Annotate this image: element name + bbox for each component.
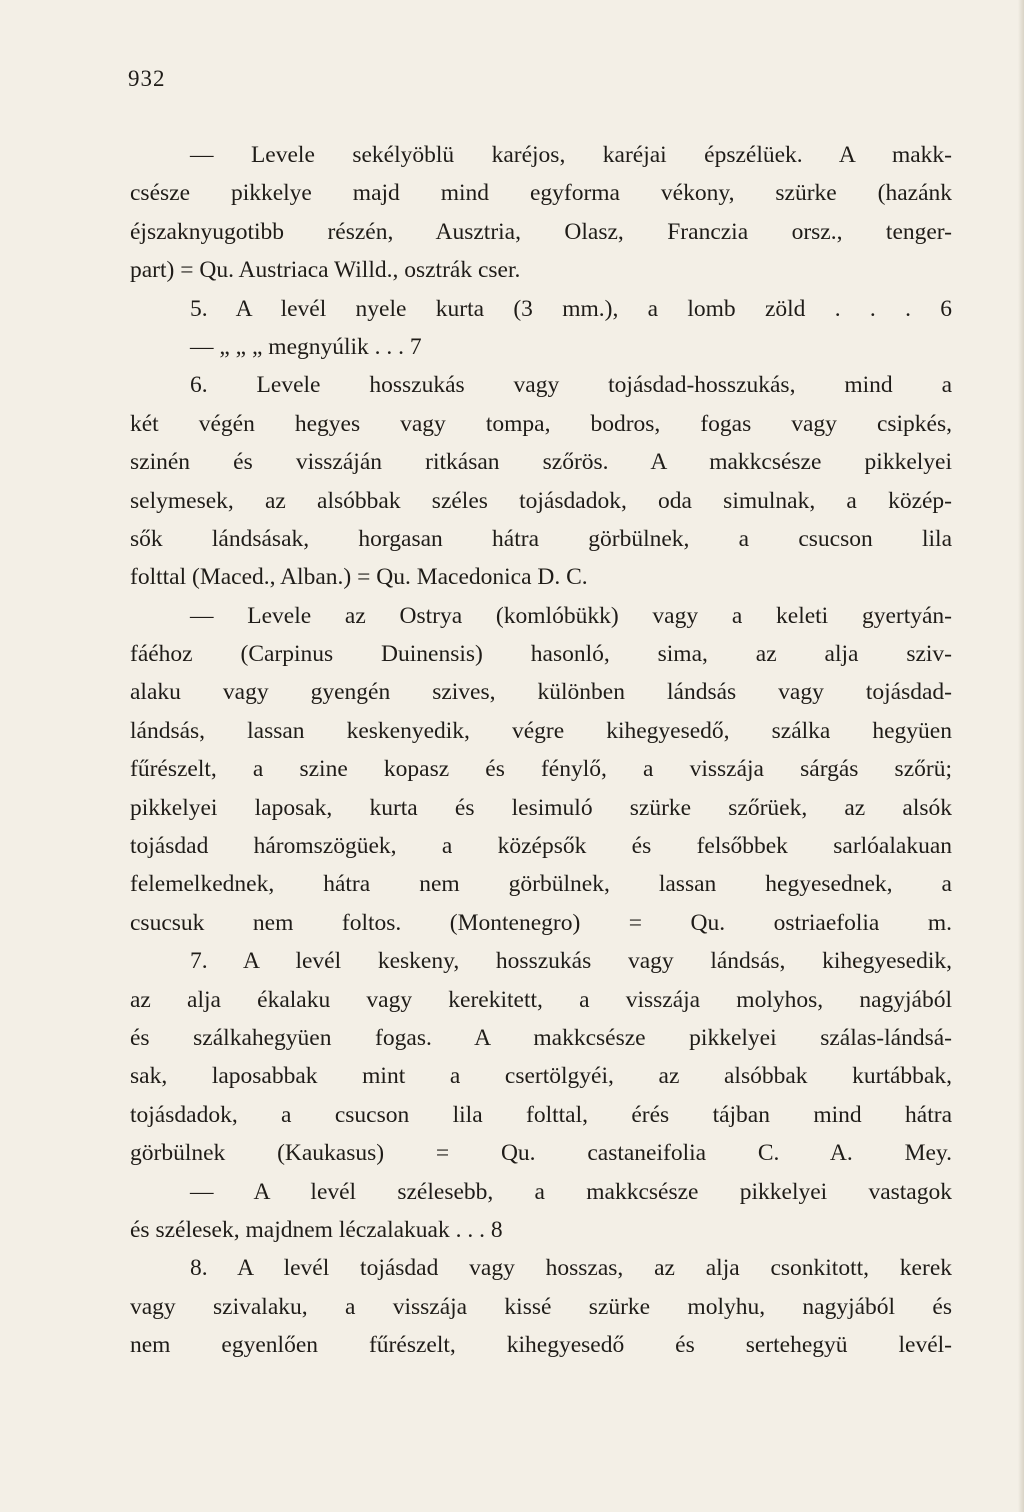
page-edge-shadow: [1018, 0, 1024, 1512]
text-line: nem egyenlően fűrészelt, kihegyesedő és sertehegyü levél-: [130, 1332, 952, 1359]
text-line: sak, laposabbak mint a csertölgyéi, az alsóbbak kurtábbak,: [130, 1063, 952, 1090]
text-line: csésze pikkelye majd mind egyforma vékony, szürke (hazánk: [130, 180, 952, 207]
text-line: szinén és visszáján ritkásan szőrös. A makkcsésze pikkelyei: [130, 449, 952, 476]
text-line: part) = Qu. Austriaca Willd., osztrák cser.: [130, 257, 521, 284]
text-line: 5. A levél nyele kurta (3 mm.), a lomb zöld . . . 6: [190, 295, 952, 322]
text-line: vagy szivalaku, a visszája kissé szürke molyhu, nagyjából és: [130, 1293, 952, 1320]
text-line: két végén hegyes vagy tompa, bodros, fogas vagy csipkés,: [130, 410, 952, 437]
text-line: csucsuk nem foltos. (Montenegro) = Qu. ostriaefolia m.: [130, 909, 952, 936]
text-line: fáéhoz (Carpinus Duinensis) hasonló, sima, az alja sziv-: [130, 641, 952, 668]
text-line: — Levele sekélyöblü karéjos, karéjai épszélüek. A makk-: [190, 142, 952, 168]
text-line: éjszaknyugotibb részén, Ausztria, Olasz, Franczia orsz., tenger-: [130, 218, 952, 245]
text-line: 8. A levél tojásdad vagy hosszas, az alja csonkitott, kerek: [190, 1255, 952, 1282]
text-line: — „ „ „ megnyúlik . . . 7: [190, 333, 422, 360]
text-line: pikkelyei laposak, kurta és lesimuló szürke szőrüek, az alsók: [130, 794, 952, 821]
text-line: — A levél szélesebb, a makkcsésze pikkelyei vastagok: [190, 1178, 952, 1205]
text-line: görbülnek (Kaukasus) = Qu. castaneifolia C. A. Mey.: [130, 1140, 952, 1167]
text-line: selymesek, az alsóbbak széles tojásdadok, oda simulnak, a közép-: [130, 487, 952, 514]
text-line: és szálkahegyüen fogas. A makkcsésze pikkelyei szálas-lándsá-: [130, 1024, 952, 1051]
text-line: és szélesek, majdnem léczalakuak . . . 8: [130, 1216, 503, 1243]
text-line: alaku vagy gyengén szives, különben lándsás vagy tojásdad-: [130, 679, 952, 706]
text-line: felemelkednek, hátra nem görbülnek, lassan hegyesednek, a: [130, 871, 952, 898]
text-line: 6. Levele hosszukás vagy tojásdad-hosszukás, mind a: [190, 372, 952, 399]
text-line: lándsás, lassan keskenyedik, végre kihegyesedő, szálka hegyüen: [130, 717, 952, 744]
text-line: 7. A levél keskeny, hosszukás vagy lándsás, kihegyesedik,: [190, 948, 952, 975]
text-line: tojásdadok, a csucson lila folttal, érés tájban mind hátra: [130, 1101, 952, 1128]
body-text: [130, 136, 952, 1365]
text-line: fűrészelt, a szine kopasz és fénylő, a visszája sárgás szőrü;: [130, 756, 952, 783]
text-line: — Levele az Ostrya (komlóbükk) vagy a keleti gyertyán-: [190, 602, 952, 629]
page-number: 932: [128, 66, 166, 91]
text-line: sők lándsásak, horgasan hátra görbülnek, a csucson lila: [130, 525, 952, 552]
text-line: tojásdad háromszögüek, a középsők és felsőbbek sarlóalakuan: [130, 833, 952, 860]
text-line: az alja ékalaku vagy kerekitett, a visszája molyhos, nagyjából: [130, 986, 952, 1013]
text-line: folttal (Maced., Alban.) = Qu. Macedonica D. C.: [130, 564, 588, 591]
